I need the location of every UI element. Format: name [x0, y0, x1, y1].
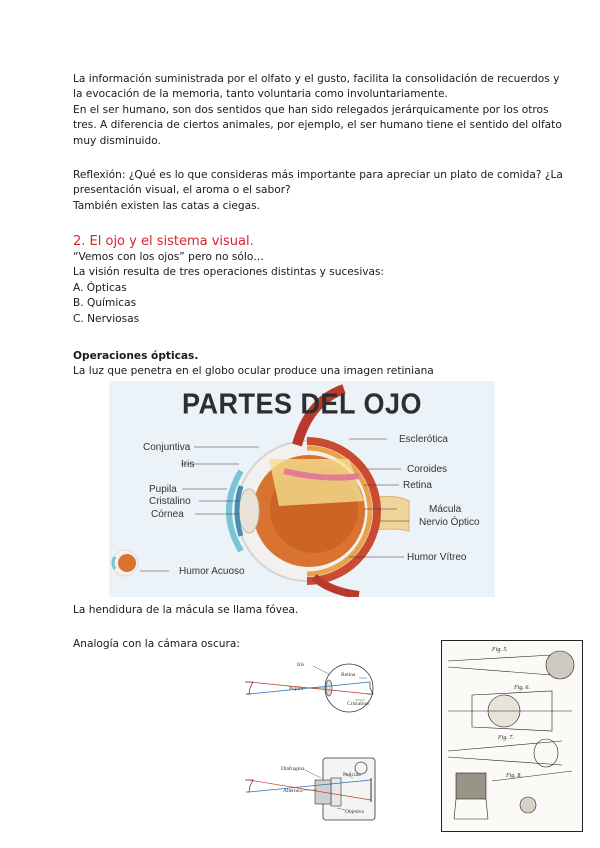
label-pupila: Pupila — [149, 484, 177, 495]
camera-analogy-figure — [237, 650, 387, 830]
label-nervio-optico: Nervio Óptico — [419, 517, 480, 528]
section-heading: 2. El ojo y el sistema visual. — [73, 234, 254, 249]
optics-intro — [73, 349, 434, 380]
label-humor-acuoso: Humor Acuoso — [179, 566, 245, 577]
list-item: B. Químicas — [73, 297, 137, 310]
list-item: A. Ópticas — [73, 281, 127, 294]
section-eye — [73, 234, 384, 327]
text-line: También existen las catas a ciegas. — [73, 199, 261, 212]
text-line: muy disminuido. — [73, 134, 161, 147]
label-humor-vitreo: Humor Vítreo — [407, 552, 467, 563]
text-line: La luz que penetra en el globo ocular produce una imagen retiniana — [73, 365, 434, 378]
optics-analogy — [73, 637, 240, 652]
label-cornea: Córnea — [151, 509, 184, 520]
label-macula: Mácula — [429, 504, 462, 515]
subsection-title: Operaciones ópticas. — [73, 350, 199, 362]
figure-title: PARTES DEL OJO — [181, 388, 423, 420]
cam-label-diafragma: Diafragma — [281, 766, 305, 772]
label-esclerotica: Esclerótica — [399, 434, 448, 445]
text-line: En el ser humano, son dos sentidos que han sido relegados jerárquicamente por los otros — [73, 103, 549, 116]
text-line: la evocación de la memoria, tanto voluntaria como involuntariamente. — [73, 88, 448, 101]
cam-label-retina: Retina — [341, 672, 356, 678]
eye-parts-figure — [109, 381, 495, 597]
text-line: presentación visual, el aroma o el sabor? — [73, 184, 291, 197]
label-cristalino: Cristalino — [149, 496, 191, 507]
engraving-fig-label: Fig. 5. — [492, 647, 508, 653]
optics-after-figure — [73, 603, 298, 618]
label-conjuntiva: Conjuntiva — [143, 442, 191, 453]
engraving-fig-label: Fig. 8. — [506, 773, 522, 779]
text-line: La hendidura de la mácula se llama fóvea. — [73, 604, 299, 616]
paragraph-senses — [73, 72, 562, 149]
paragraph-reflection — [73, 168, 563, 214]
text-line: Reflexión: ¿Qué es lo que consideras más importante para apreciar un plato de comida? ¿La — [73, 169, 563, 181]
text-line: tres. A diferencia de ciertos animales, por ejemplo, el ser humano tiene el sentido del olfato — [73, 119, 562, 132]
cam-label-cristalino: Cristalino — [347, 701, 369, 707]
list-item: C. Nerviosas — [73, 312, 140, 325]
cam-label-pupila: Pupila — [289, 686, 304, 692]
text-line: Analogía con la cámara oscura: — [73, 638, 240, 650]
label-coroides: Coroides — [407, 464, 448, 475]
text-line: La visión resulta de tres operaciones distintas y sucesivas: — [73, 266, 385, 279]
engraving-illustration — [442, 641, 582, 831]
cam-label-pelicula: Pelicula — [343, 772, 361, 778]
engraving-fig-label: Fig. 6. — [514, 685, 530, 691]
historical-engraving — [441, 640, 583, 832]
cam-label-abertura: Abertura — [283, 788, 303, 794]
cam-label-iris: Iris — [297, 662, 305, 668]
text-line: La información suministrada por el olfato y el gusto, facilita la consolidación de recuerdos y — [73, 73, 560, 85]
cam-label-objetivo: Objetivo — [345, 809, 365, 815]
engraving-fig-label: Fig. 7. — [498, 735, 514, 741]
camera-analogy-illustration — [237, 650, 387, 830]
quote-line: “Vemos con los ojos” pero no sólo… — [73, 251, 264, 263]
label-iris: Iris — [181, 459, 195, 470]
label-retina: Retina — [403, 480, 432, 491]
